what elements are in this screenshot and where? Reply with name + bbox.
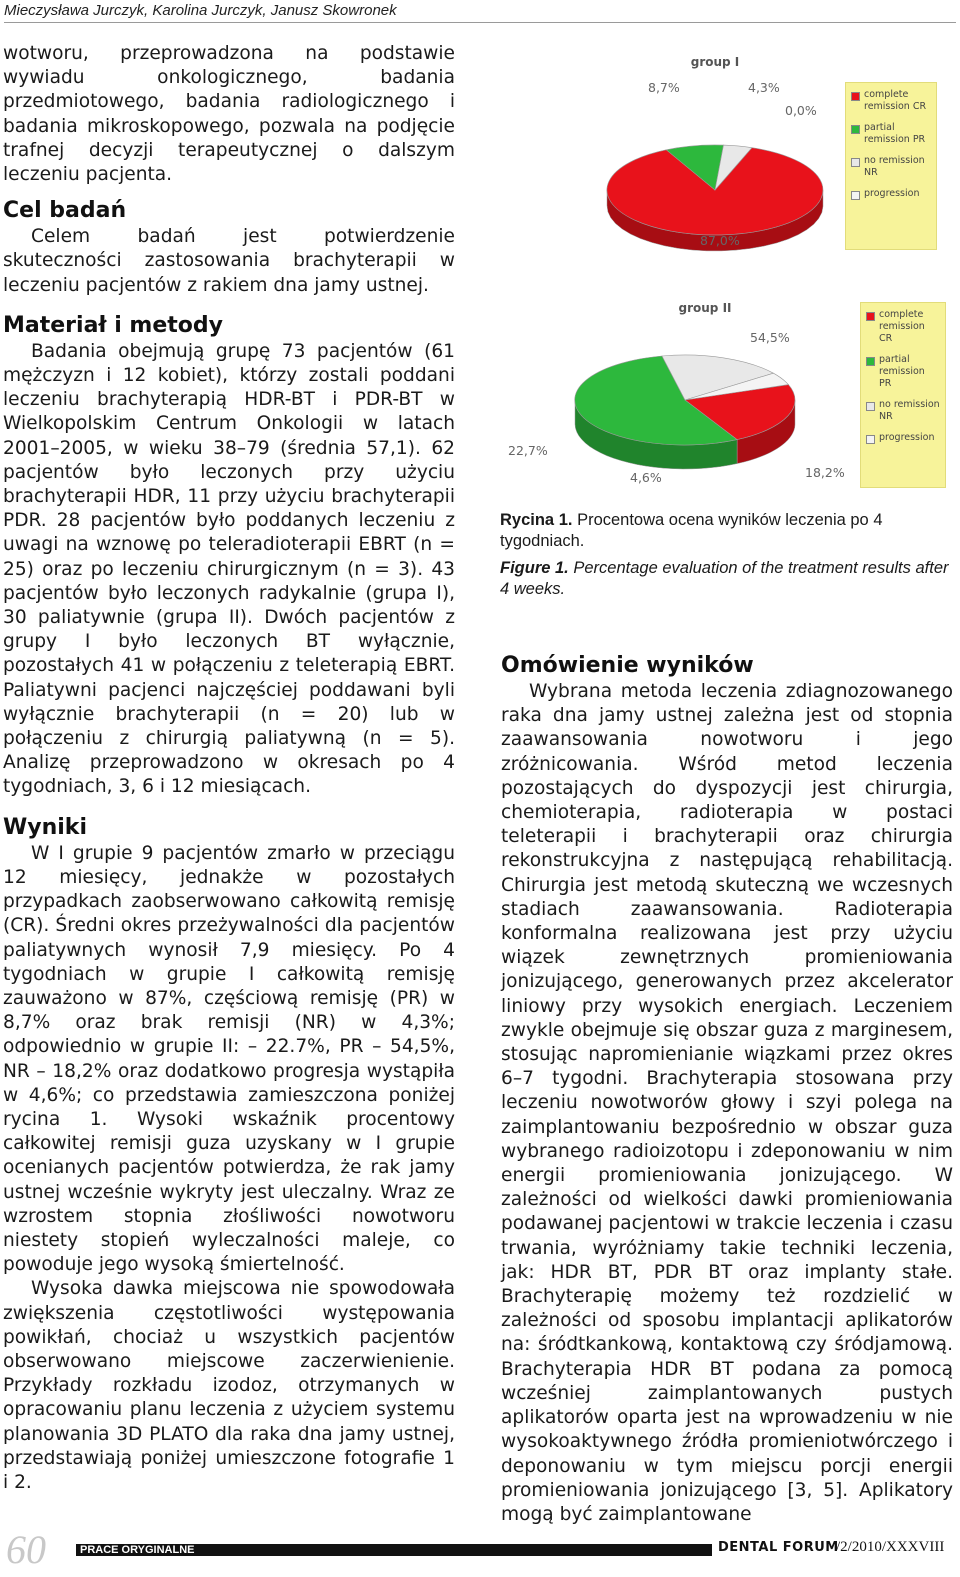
journal-issue: /2/2010/XXXVIII xyxy=(836,1539,945,1555)
legend-item-cr xyxy=(851,89,931,113)
caption-pl-text: Procentowa ocena wyników leczenia po 4 tygodniach. xyxy=(500,511,883,550)
right-column xyxy=(501,652,953,1527)
legend-swatch-nr xyxy=(866,402,875,411)
pie1-label-1: 87,0% xyxy=(700,233,740,248)
legend-label-pr: partial remission PR xyxy=(879,354,925,389)
caption-pl-label: Rycina 1. xyxy=(500,511,573,529)
figure-caption xyxy=(500,510,955,600)
legend-item-pr xyxy=(866,354,940,390)
pie2-label-1: 22,7% xyxy=(508,443,548,458)
section-bar xyxy=(76,1544,712,1556)
left-column xyxy=(3,42,455,1495)
pie1-label-2: 8,7% xyxy=(648,80,680,95)
legend-item-progression xyxy=(866,432,940,444)
pie2-title: group II xyxy=(678,301,732,315)
page-number: 60 xyxy=(6,1527,46,1572)
pie2-label-4: 4,6% xyxy=(630,470,662,485)
pie2-label-3: 18,2% xyxy=(805,465,845,480)
pie2-label-2: 54,5% xyxy=(750,330,790,345)
legend-label-progression: progression xyxy=(879,432,935,443)
legend-label-pr: partial remission PR xyxy=(864,122,926,145)
legend-swatch-cr xyxy=(866,312,875,321)
section-label: PRACE ORYGINALNE xyxy=(80,1544,195,1556)
legend-swatch-progression xyxy=(851,191,860,200)
legend-swatch-nr xyxy=(851,158,860,167)
caption-en-text: Percentage evaluation of the treatment results after 4 weeks. xyxy=(500,559,949,598)
legend-label-cr: complete remission CR xyxy=(864,89,927,112)
legend-swatch-progression xyxy=(866,435,875,444)
caption-english xyxy=(500,558,955,600)
legend-swatch-cr xyxy=(851,92,860,101)
legend-group-2 xyxy=(860,302,946,488)
legend-item-nr xyxy=(866,399,940,423)
aim-heading: Cel badań xyxy=(3,198,127,224)
pie1-label-3: 4,3% xyxy=(748,80,780,95)
intro-paragraph: wotworu, przeprowadzona na podstawie wywiadu onkologicznego, badania przedmiotowego, badania radiologicznego i badania mikroskopowego, pozwala na podjęcie trafnej decyzji terapeutycznej o dalszym leczeniu pacjenta. xyxy=(3,43,455,186)
figure-1 xyxy=(500,40,955,505)
authors: Mieczysława Jurczyk, Karolina Jurczyk, Janusz Skowronek xyxy=(4,2,397,19)
results-paragraph-1: W I grupie 9 pacjentów zmarło w przeciągu 12 miesięcy, jednakże w pozostałych przypadkach zaobserwowano całkowitą remisję (CR). Średni okres przeżywalności dla pacjentów paliatywnych wynosił 7,9 miesięcy. Po 4 tygodniach w grupie I całkowitą remisję zauważono w 87%, częściową remisję (PR) w 8,7% oraz brak remisji (NR) w 4,3%; odpowiednio w grupie II: – 22.7%, PR – 54,5%, NR – 18,2% oraz dodatkowo progresja wystąpiła w 4,6%; co przedstawia zamieszczona poniżej rycina 1. Wysoki wskaźnik procentowy całkowitej remisji guza uzyskany w I grupie ocenianych pacjentów potwierdza, że rak jamy ustnej wcześnie wykryty jest uleczalny. Wraz ze wzrostem stopnia złośliwości nowotworu niestety stopień wyleczalności maleje, co powoduje jego wysoką śmiertelność. xyxy=(3,842,455,1276)
legend-item-cr xyxy=(866,309,940,345)
legend-label-nr: no remission NR xyxy=(864,155,925,178)
legend-group-1 xyxy=(845,82,937,250)
journal-name: DENTAL FORUM xyxy=(718,1540,839,1555)
legend-swatch-pr xyxy=(866,357,875,366)
legend-item-pr xyxy=(851,122,931,146)
methods-heading: Materiał i metody xyxy=(3,312,223,338)
pie1-label-4: 0,0% xyxy=(785,103,817,118)
legend-swatch-pr xyxy=(851,125,860,134)
caption-polish xyxy=(500,510,955,552)
discussion-heading: Omówienie wyników xyxy=(501,653,754,678)
legend-label-nr: no remission NR xyxy=(879,399,940,422)
discussion-paragraph: Wybrana metoda leczenia zdiagnozowanego raka dna jamy ustnej zależna jest od stopnia zaawansowania nowotworu i jego zróżnicowania. Wśród metod leczenia pozostających do dyspozycji jest chirurgia, chemioterapia, radioterapia w postaci teleterapii i brachyterapii oraz chirurgia rekonstrukcyjna z następującą rehabilitacją. Chirurgia jest metodą skuteczną we wczesnych stadiach zaawansowania. Radioterapia konformalna realizowana jest przy użyciu wiązek zewnętrznych promieniowania jonizującego, generowanych przez akcelerator liniowy przy wysokich energiach. Leczeniem zwykle obejmuje się obszar guza z marginesem, stosując napromienianie wiązkami przez okres 6–7 tygodni. Brachyterapia stosowana przy leczeniu nowotworów głowy i szyi polega na zaimplantowaniu bezpośrednio w obszar guza wybranego radioizotopu i zdeponowaniu w nim energii promieniowania jonizującego. W zależności od wielkości dawki promieniowania podawanej pacjentowi w trakcie leczenia i czasu trwania, wyróżniamy takie techniki leczenia, jak: HDR BT, PDR BT oraz implanty stałe. Brachyterapię możemy też rozdzielić w zależności od sposobu implantacji aplikatorów na: śródtkankową, kontaktową czy śródjamową. Brachyterapia HDR BT podana za pomocą wcześniej zaimplantowanych pustych aplikatorów oparta jest na wprowadzeniu w nie wysokoaktywnego źródła promieniotwórczego i deponowaniu w tym miejscu porcji energii promieniowania jonizującego [3, 5]. Aplikatory mogą być zaimplantowane xyxy=(501,681,953,1525)
pie1-title: group I xyxy=(690,55,740,69)
caption-en-label: Figure 1. xyxy=(500,559,569,577)
results-paragraph-2: Wysoka dawka miejscowa nie spowodowała zwiększenia częstotliwości występowania powikłań, chociaż u wszystkich pacjentów obserwowano miejscowe zaczerwienienie. Przykłady rozkładu izodoz, otrzymanych w opracowaniu planu leczenia z użyciem systemu planowania 3D PLATO dla raka dna jamy ustnej, przedstawiają poniżej umieszczone fotografie 1 i 2. xyxy=(3,1278,455,1493)
page-footer xyxy=(0,1527,960,1577)
aim-paragraph: Celem badań jest potwierdzenie skuteczności zastosowania brachyterapii w leczeniu pacjentów z rakiem dna jamy ustnej. xyxy=(3,226,455,296)
legend-item-progression xyxy=(851,188,931,200)
legend-label-progression: progression xyxy=(864,188,920,199)
results-heading: Wyniki xyxy=(3,814,87,840)
legend-label-cr: complete remission CR xyxy=(879,309,925,344)
running-header xyxy=(4,0,956,23)
methods-paragraph: Badania obejmują grupę 73 pacjentów (61 mężczyzn i 12 kobiet), którzy zostali poddani leczeniu brachyterapią HDR-BT i PDR-BT w Wielkopolskim Centrum Onkologii w latach 2001–2005, w wieku 38–79 (średnia 57,1). 62 pacjentów było leczonych przy użyciu brachyterapii HDR, 11 przy użyciu brachyterapii PDR. 28 pacjentów było poddanych leczeniu z uwagi na wznowę po teleradioterapii EBRT (n = 25) oraz po leczeniu chirurgicznym (n = 3). 43 pacjentów było leczonych radykalnie (grupa I), 30 paliatywnie (grupa II). Dwóch pacjentów z grupy I było leczonych BT wyłącznie, pozostałych 41 w połączeniu z teleterapią EBRT. Paliatywni pacjenci najczęściej poddawani byli wyłącznie brachyterapii (n = 20) lub w połączeniu z chirurgią paliatywną (n = 5). Analizę przeprowadzono w okresach po 4 tygodniach, 3, 6 i 12 miesiącach. xyxy=(3,340,455,798)
legend-item-nr xyxy=(851,155,931,179)
